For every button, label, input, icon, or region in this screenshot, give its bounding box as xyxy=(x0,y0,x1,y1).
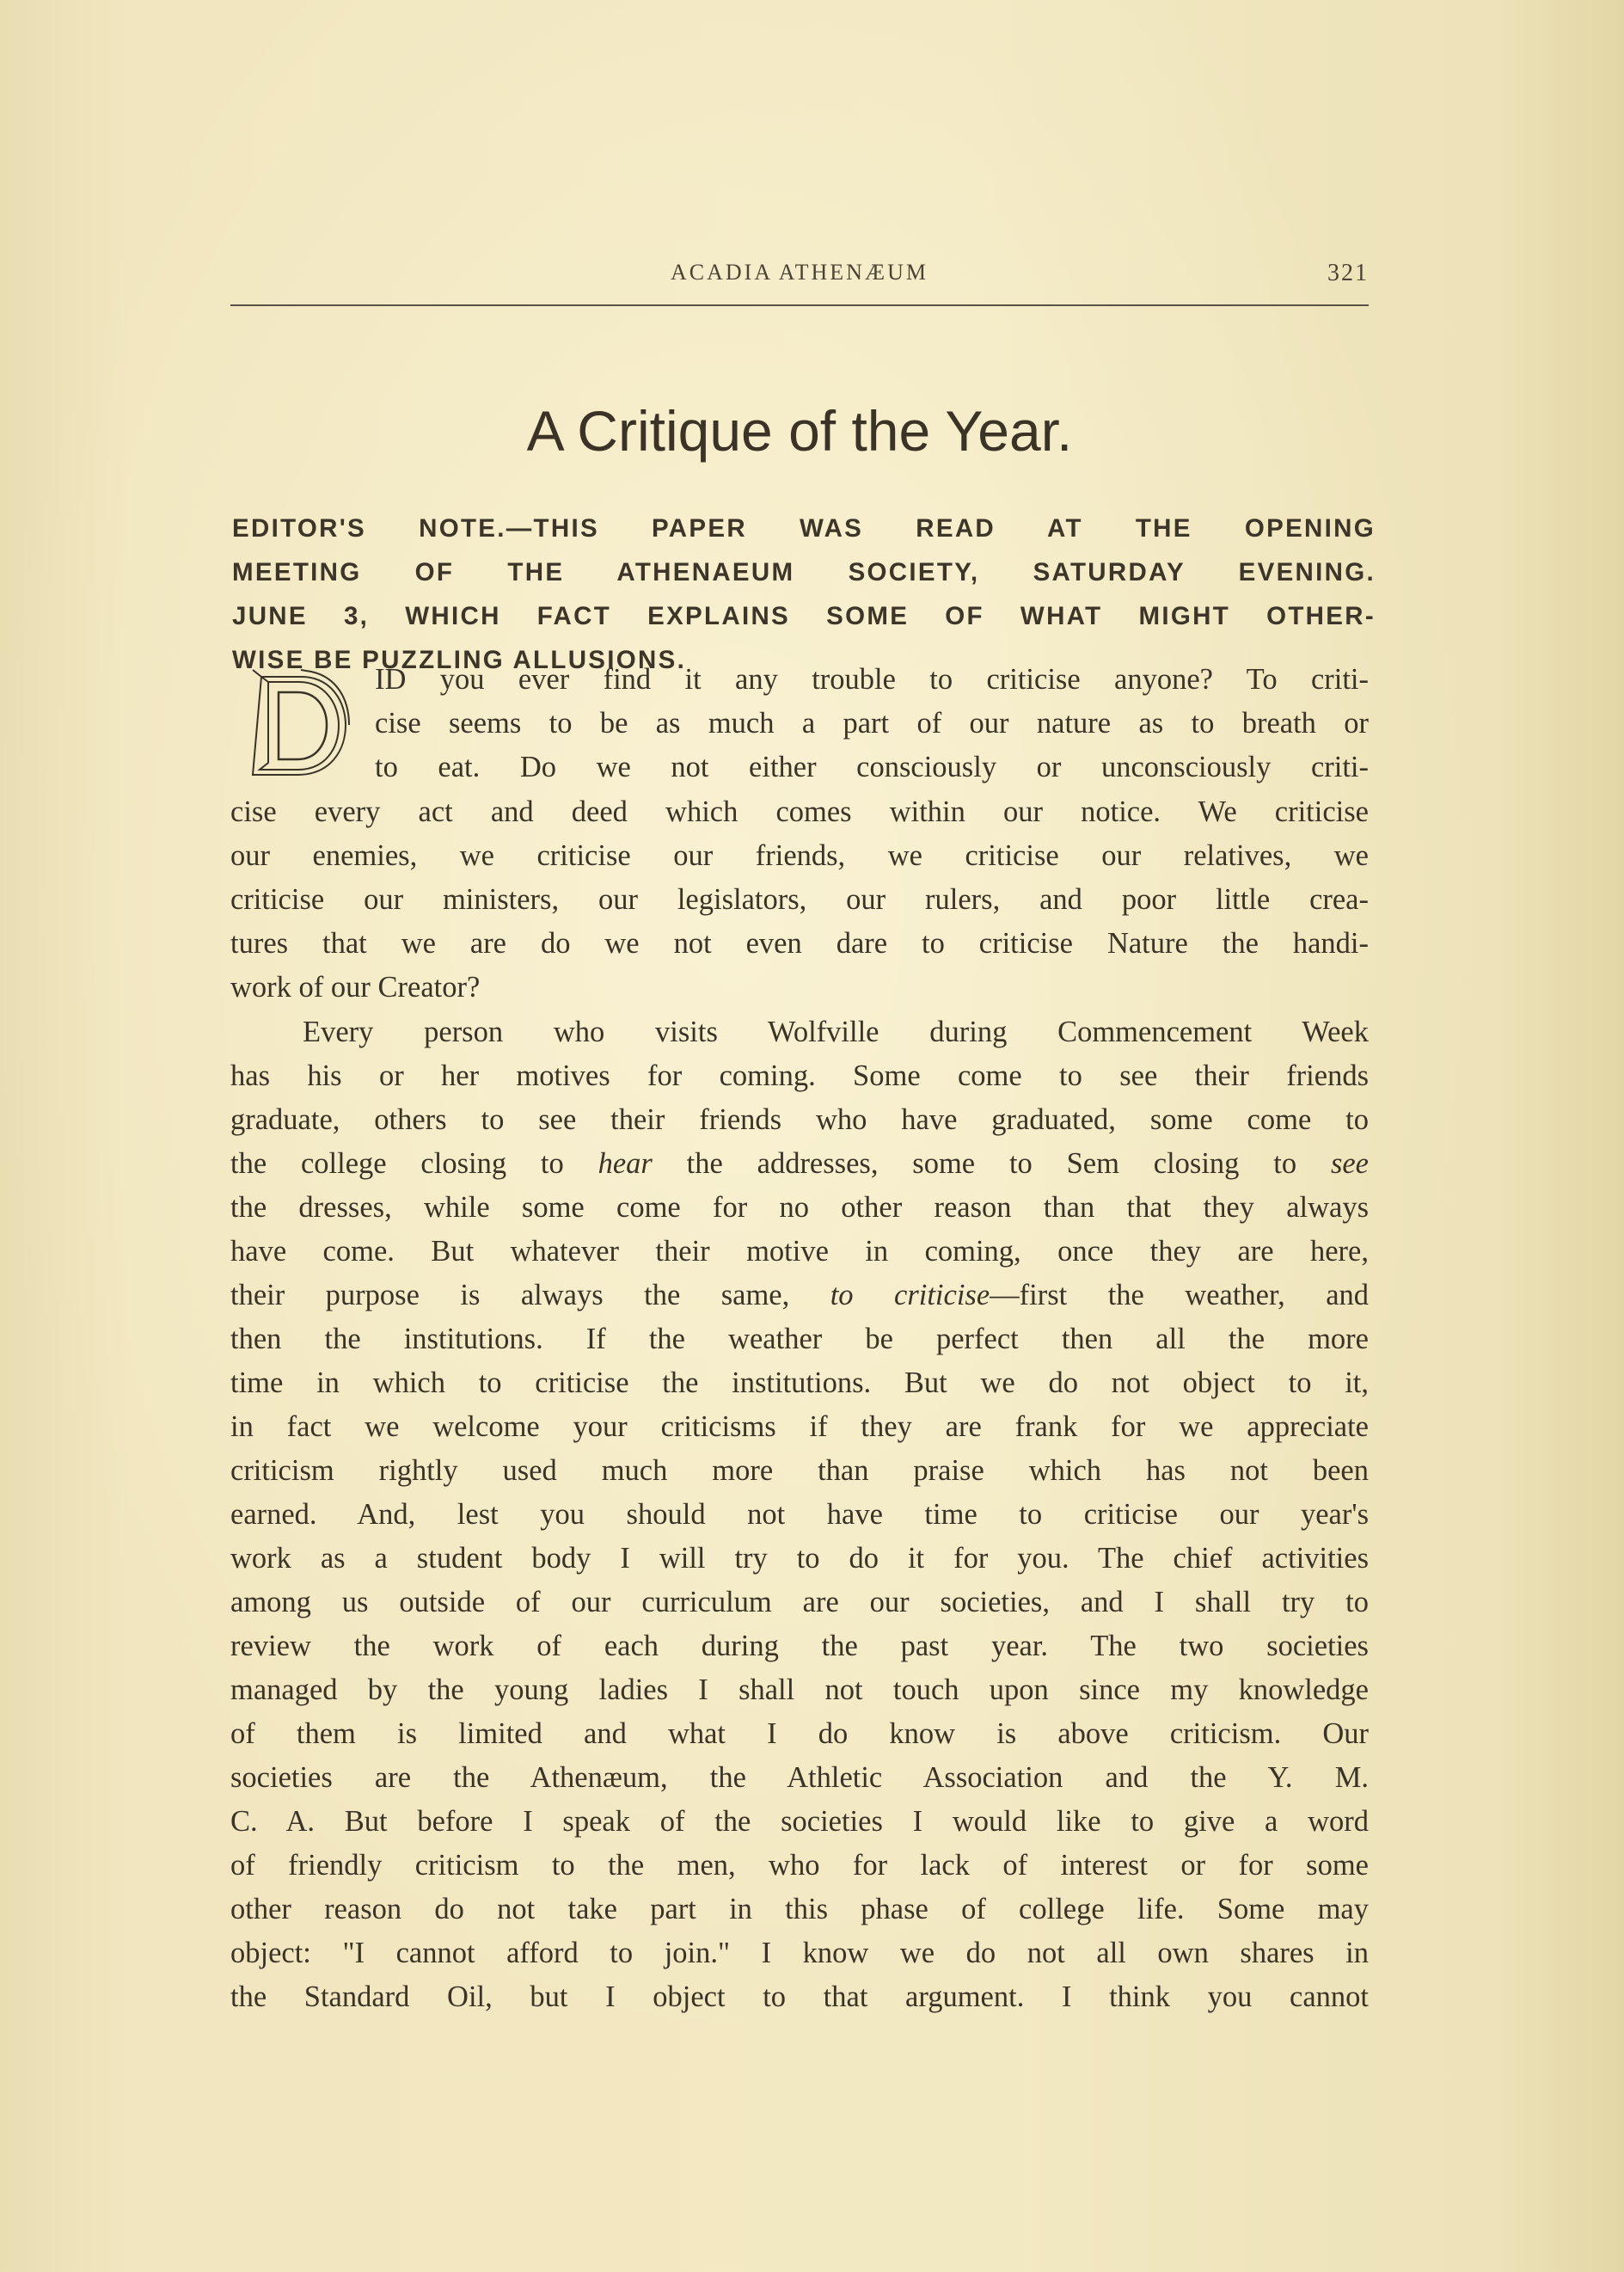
text-span: —first the weather, and xyxy=(990,1279,1370,1311)
text-line: ID you ever find it any trouble to criticise anyone? To criti- xyxy=(375,663,1369,696)
text-line: criticise our ministers, our legislators, our rulers, and poor little crea- xyxy=(230,883,1369,916)
text-line: in fact we welcome your criticisms if they are frank for we appreciate xyxy=(230,1410,1369,1443)
article-title: A Critique of the Year. xyxy=(526,399,1073,463)
text-line: work of our Creator? xyxy=(230,971,481,1004)
italic-hear: hear xyxy=(598,1147,653,1180)
text-line: then the institutions. If the weather be perfect then all the more xyxy=(230,1323,1369,1355)
text-line: work as a student body I will try to do it for you. The chief activities xyxy=(230,1542,1369,1575)
text-span: the college closing to xyxy=(230,1147,598,1180)
dropcap-d xyxy=(249,665,351,782)
paragraph-2 xyxy=(230,1010,1369,2019)
text-line: of friendly criticism to the men, who for lack of interest or for some xyxy=(230,1849,1369,1882)
text-line: review the work of each during the past year. The two societies xyxy=(230,1630,1369,1662)
editor-note-line: MEETING OF THE ATHENAEUM SOCIETY, SATURDAY EVENING. xyxy=(232,558,1376,586)
running-title: ACADIA ATHENÆUM xyxy=(671,260,928,285)
text-line xyxy=(230,1142,1369,1186)
text-line: managed by the young ladies I shall not touch upon since my knowledge xyxy=(230,1673,1369,1706)
text-line: graduate, others to see their friends who have graduated, some come to xyxy=(230,1103,1369,1136)
text-line: among us outside of our curriculum are our societies, and I shall try to xyxy=(230,1586,1369,1618)
text-line: C. A. But before I speak of the societies I would like to give a word xyxy=(230,1805,1369,1838)
paragraph-1 xyxy=(230,790,1369,1010)
text-line: object: "I cannot afford to join." I know we do not all own shares in xyxy=(230,1937,1369,1969)
text-line: cise seems to be as much a part of our nature as to breath or xyxy=(375,707,1369,740)
editor-note-line: EDITOR'S NOTE.—THIS PAPER WAS READ AT THE OPENING xyxy=(232,514,1376,543)
text-line: to eat. Do we not either consciously or unconsciously criti- xyxy=(375,751,1369,783)
running-header xyxy=(230,260,1369,303)
text-line: criticism rightly used much more than praise which has not been xyxy=(230,1454,1369,1487)
header-rule xyxy=(230,304,1369,306)
text-line: of them is limited and what I do know is above criticism. Our xyxy=(230,1717,1369,1750)
text-line: other reason do not take part in this phase of college life. Some may xyxy=(230,1893,1369,1925)
text-line: time in which to criticise the institutions. But we do not object to it, xyxy=(230,1366,1369,1399)
text-line: the Standard Oil, but I object to that argument. I think you cannot xyxy=(230,1980,1369,2013)
text-line: Every person who visits Wolfville during Commencement Week xyxy=(303,1016,1369,1048)
italic-to-criticise: to criticise xyxy=(830,1279,990,1311)
editor-note-line: JUNE 3, WHICH FACT EXPLAINS SOME OF WHAT MIGHT OTHER- xyxy=(232,602,1376,630)
editor-note-line: WISE BE PUZZLING ALLUSIONS. xyxy=(232,646,687,674)
text-line: tures that we are do we not even dare to criticise Nature the handi- xyxy=(230,927,1369,960)
text-line xyxy=(230,1274,1369,1317)
text-line: cise every act and deed which comes within our notice. We criticise xyxy=(230,795,1369,828)
text-span: the addresses, some to Sem closing to xyxy=(652,1147,1331,1180)
text-line: our enemies, we criticise our friends, we criticise our relatives, we xyxy=(230,839,1369,872)
text-line: the dresses, while some come for no other reason than that they always xyxy=(230,1191,1369,1224)
page-number: 321 xyxy=(1327,260,1369,286)
text-line: have come. But whatever their motive in coming, once they are here, xyxy=(230,1235,1369,1268)
text-line: has his or her motives for coming. Some come to see their friends xyxy=(230,1059,1369,1092)
text-line: societies are the Athenæum, the Athletic Association and the Y. M. xyxy=(230,1761,1369,1794)
dropcap-lines xyxy=(375,658,1369,789)
dropcap-letter xyxy=(249,665,260,668)
text-line: earned. And, lest you should not have time to criticise our year's xyxy=(230,1498,1369,1531)
italic-see: see xyxy=(1330,1147,1369,1180)
text-span: their purpose is always the same, xyxy=(230,1279,830,1311)
